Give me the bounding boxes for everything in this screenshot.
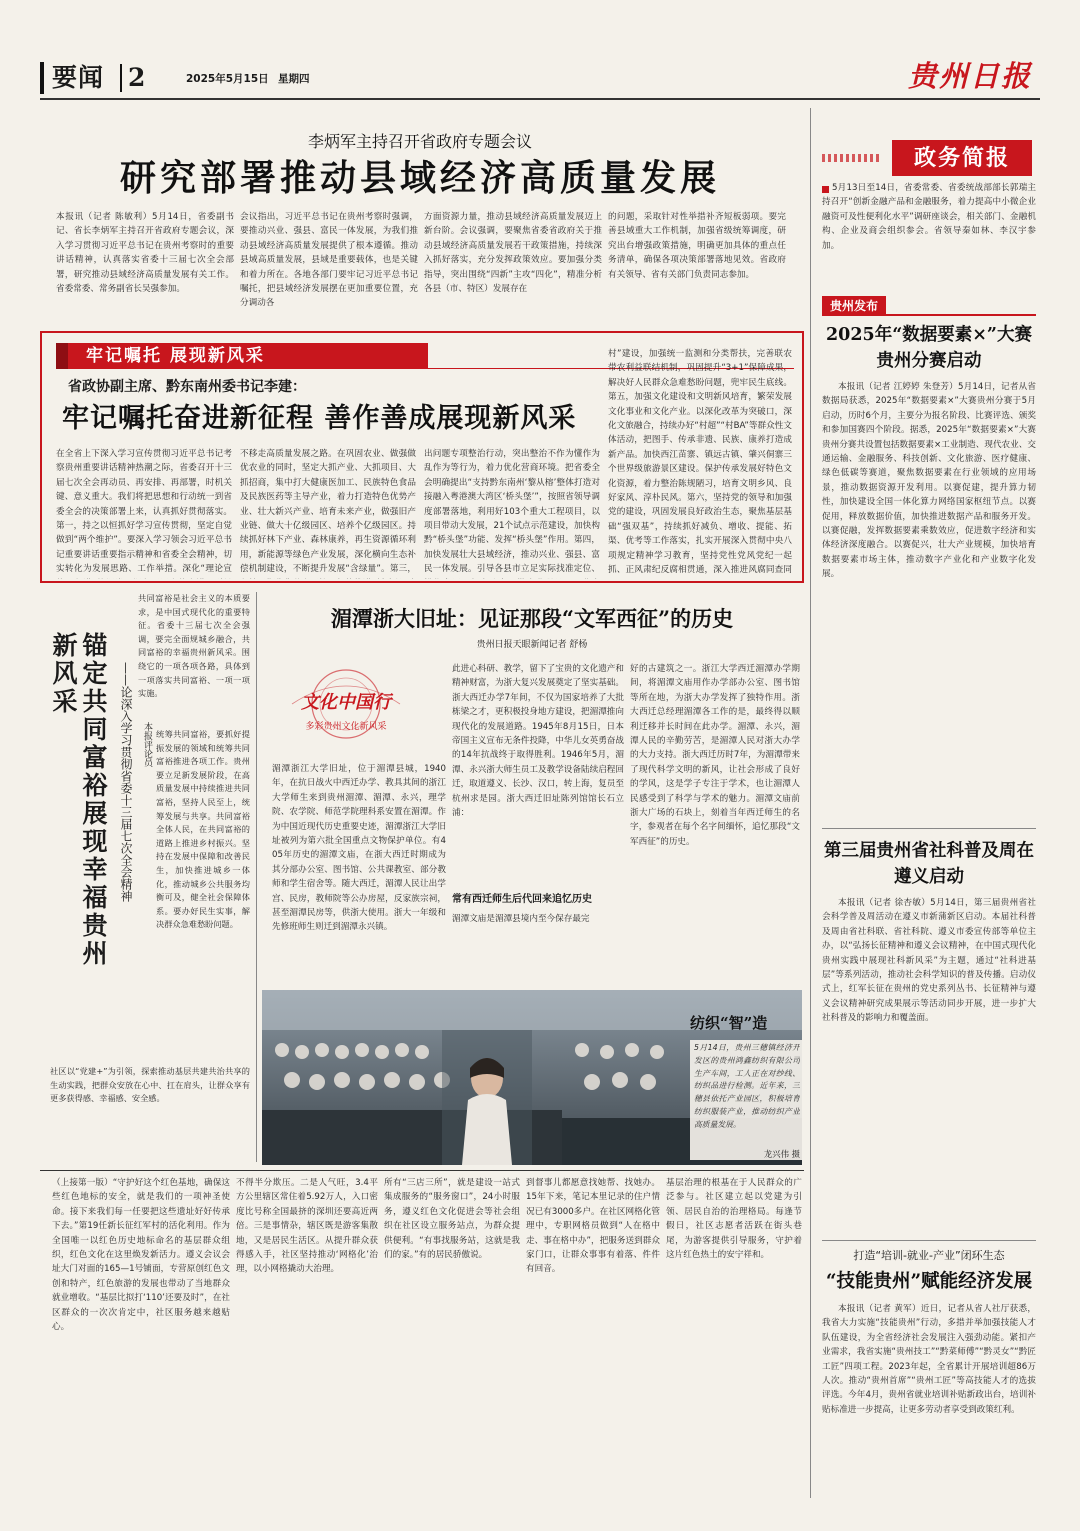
lead-kicker: 李炳军主持召开省政府专题会议 bbox=[307, 132, 532, 151]
story1-text: 本报讯（记者 江婷婷 朱登芳）5月14日，记者从省数据局获悉，2025年“数据要素×”大赛贵州分赛于5月启动，历时6个月，主要分为报名阶段、比赛评选、颁奖和参加国赛四个阶段。据悉，2025年“数据要素×”大赛贵州分赛共设置包括数据要素×工业制造、现代农业、交通运输、金融服务、科技创新、文化旅游、医疗健康、绿色低碳等赛道，聚焦数据要素在行业领域的应用场景，推动数据资源开发利用。以赛促建，提升算力韧性，加快建设全国一体化算力网络国家枢纽节点。以赛促用，释放数据价值，加快推进数据产品和服务开发。以赛促融，发挥数据要素乘数效应，促进数字经济和实体经济深度融合。以赛促兴，壮大产业规模，加快培育数据要素市场主体，推动数字产业化和产业数字化发展。 bbox=[822, 382, 1036, 580]
history-subhead: 常有西迁师生后代回来追忆历史 bbox=[452, 894, 592, 905]
photo-title: 纺织“智”造 bbox=[690, 1014, 768, 1032]
commentary-intro: 共同富裕是社会主义的本质要求，是中国式现代化的重要特征。省委十三届七次全会强调，要完全面规城乡融合，共同富裕的幸福贵州新风采。围绕它的一项各项各路，具体到一项落实共同富裕、一项一项实施。 bbox=[138, 593, 250, 699]
lead-headline: 研究部署推动县域经济高质量发展 bbox=[119, 157, 720, 199]
feature-box bbox=[40, 331, 804, 583]
culture-column-subtitle: 多彩贵州文化新风采 bbox=[305, 722, 387, 732]
bottom-rule bbox=[40, 1170, 804, 1171]
sidebar-divider-1 bbox=[822, 828, 1036, 829]
bottom-continued: （上接第一版）“守护好这个红色基地，确保这些红色地标的安全，就是我们的一项神圣使命。接下来我们每一任要把这些遗址好好传承下去。”第19任新长征红军村的活化利用。作为全国唯一以红色历史地标命名的基层群众组织，红色文化在这里焕发新活力。遵义会议会址大门对面的165—1号铺面，专营原创红色文创和特产，红色旅游的发展也带动了当地群众就业增收。“基层比拟打‘110’还要及时”，在社区群众的一次次肯定中，社区服务越来越贴心。 bbox=[52, 1178, 230, 1333]
sidebar-divider-2 bbox=[822, 1240, 1036, 1241]
story2-title: 第三届贵州省社科普及周在遵义启动 bbox=[824, 841, 1034, 887]
issue-weekday: 星期四 bbox=[278, 73, 310, 85]
column-rule-left bbox=[256, 592, 257, 1162]
bottom-col-1: 不得半分欺压。二是人气旺，3.4平方公里辖区常住着5.92万人，入口密度比号称全国最挤的深圳还要高近两倍。三是事情杂，辖区既是游客集散地，又是居民生活区。从提升群众获得感入手，社区坚持推动‘网格化’治理，以小网格撬动大治理。 bbox=[236, 1178, 378, 1275]
issue-date: 2025年5月15日 bbox=[186, 73, 269, 85]
photo-caption: 5月14日，贵州三穗镇经济开发区的贵州鸿鑫纺织有限公司生产车间，工人正在对纱线、纺织品进行检测。近年来，三穗县依托产业园区，积极培育纺织服装产业，推动纺织产业高质量发展。 bbox=[694, 1043, 800, 1129]
bottom-col-3: 到督事儿都愿意找她帮、找她办。15年下来，笔记本里记录的住户情况已有3000多户。在社区网格化管理中，专职网格员做到“人在格中走、事在格中办”，把服务送到群众家门口，让群众事事有着落、件件有回音。 bbox=[526, 1178, 660, 1275]
story3-text: 本报讯（记者 黄军）近日，记者从省人社厅获悉，我省大力实施“技能贵州”行动，多措并举加强技能人才队伍建设，为全省经济社会发展注入强劲动能。紧扣产业需求，我省实施“贵州技工”“黔菜师傅”“黔灵女”“黔匠工匠”四项工程。2023年起，全省累计开展培训超86万人次。推动“贵州首席”“贵州工匠”等高技能人才的选拔评选。今年4月，贵州省就业培训补贴新政出台，培训补贴标准进一步提高，让更多劳动者享受到政策红利。 bbox=[822, 1304, 1036, 1415]
story1-title: 2025年“数据要素×”大赛贵州分赛启动 bbox=[825, 325, 1032, 371]
feature-headline: 牢记嘱托奋进新征程 善作善成展现新风采 bbox=[62, 403, 577, 434]
masthead bbox=[40, 59, 1040, 96]
commentary-byline: 本报评论员 bbox=[142, 722, 152, 767]
feature-col-1: 在全省上下深入学习宣传贯彻习近平总书记考察贵州重要讲话精神热潮之际，省委召开十三届七次全会再动员、再安排、再部署，时机关键、意义重大。我们将把思想和行动统一到省委全会的决策部署上来，认真抓好贯彻落实。第一，持之以恒抓好学习宣传贯彻，坚定自觉做到“两个维护”。要深入学习领会习近平总书记重要讲话重要指示精神和省委全会精神，切实转化为发展思路、工作举措。深化“理论宣 bbox=[56, 449, 232, 575]
story3-kicker: 打造“培训-就业-产业”闭环生态 bbox=[853, 1249, 1005, 1262]
history-col-1: 湄潭浙江大学旧址，位于湄潭县城，1940年，在抗日战火中西迁办学、教具其间的浙江大学师生来到贵州湄潭、湄潭、永兴，理学院、农学院、师范学院理科系安置在湄潭。作为中国近现代历史重要史迹，湄潭浙江大学旧址被列为第六批全国重点文物保护单位。有405年历史的湄潭文庙，在浙大西迁时期成为其分部办公室、图书馆、公共课教室、部分教师和学生宿舍等。随大西迁，湄潭人民让出学宫、民房，教师院等公办房屋，反家族宗祠，甚至湄潭民房等，供浙大使用。浙大一年级和先修班师生则迁到湄潭永兴镇。 bbox=[272, 764, 446, 933]
feature-kicker: 省政协副主席、黔东南州委书记李建： bbox=[68, 379, 306, 395]
feature-banner-stripe bbox=[56, 343, 68, 369]
brief-title-box bbox=[892, 140, 1032, 176]
lead-col-4: 的问题，采取针对性举措补齐短板弱项。要完善县域重大工作机制，加强省级统筹调度，研究出台增强政策措施，明确更加具体的重点任务清单，确保各项决策部署落地见效。省政府有关领导、省有关部门负责同志参加。 bbox=[608, 212, 786, 280]
photo-credit: 龙兴伟 摄 bbox=[763, 1149, 800, 1159]
page-number: 2 bbox=[128, 63, 146, 92]
feature-col-4: 村”建设，加强统一监测和分类帮扶，完善联农带农利益联结机制，巩固提升“3+1”保障成果，解决好人民群众急难愁盼问题，兜牢民生底线。第五，加强文化建设和文明新风培育，繁荣发展文化事业和文化产业。以深化改革为突破口，深化文旅融合，持续办好“村超”“村BA”等群众性文体活动，把图手、传承非遗、民族、康养打造成新产品。加快西江苗寨、镇远古镇、肇兴侗寨三个世界级旅游景区建设。保护传承发展好特色文化资源，着力整治陈规陋习，培育文明乡风、良好家风、淳朴民风。第六，坚持党的领导和加强党的建设，巩固发展良好政治生态，聚焦基层基础“强双基”，持续抓好减负、增收、提能、拓渠、优考等工作落实，扎实开展深入贯彻中央八项规定精神学习教育，坚持党性党风党纪一起抓、正风肃纪反腐相贯通，深入推进风腐同查同 bbox=[608, 349, 792, 576]
release-tag-row bbox=[822, 296, 1036, 316]
history-col-2b: 湄潭文庙是湄潭县境内至今保存最完 bbox=[452, 914, 590, 924]
culture-column-logo bbox=[272, 660, 420, 756]
feature-banner bbox=[56, 343, 428, 369]
commentary-body-wide: 社区以“党建+”为引领，探索推动基层共建共治共享的生动实践，把群众安放在心中、扛在肩头，让群众享有更多获得感、幸福感、安全感。 bbox=[50, 1066, 250, 1104]
history-col-2: 此进心科研、教学，留下了宝贵的文化遗产和精神财富，为浙大复兴发展奠定了坚实基础。浙大西迁办学7年间，不仅为国家培养了大批栋梁之才，更积极投身地方建设，把湄潭推向现代化的发展道路。1945年8月15日，日本帝国主义宣布无条件投降，中华儿女英勇奋战的14年抗战终于取得胜利。1946年5月，湄潭、永兴浙大师生员工及教学设备陆续启程回迁，取道遵义、长沙、汉口，转上海，复员至杭州求是园。浙大西迁旧址陈列馆馆长石立浦： bbox=[452, 664, 624, 819]
brief-header bbox=[822, 140, 1036, 176]
lead-col-2: 会议指出，习近平总书记在贵州考察时强调，要推动兴业、强县、富民一体发展，为我们推动县域经济高质量发展提供了根本遵循。推动县域高质量发展，县域是重要载体，也是关键和着力所在。各地各部门要牢记习近平总书记嘱托，把县域经济发展摆在更加重要位置，充分调动各 bbox=[240, 212, 418, 309]
release-tag-rule bbox=[886, 314, 1036, 316]
paper-logo: 贵州日报 bbox=[907, 59, 1032, 93]
brief-title: 政务简报 bbox=[913, 145, 1010, 171]
commentary-title: 锚定共同富裕展现幸福贵州新风采 bbox=[49, 632, 108, 968]
release-tag-text: 贵州发布 bbox=[829, 299, 878, 313]
commentary-subtitle: ——论深入学习贯彻省委十三届七次全会精神 bbox=[119, 662, 133, 902]
lead-col-1: 本报讯（记者 陈敏利）5月14日，省委副书记、省长李炳军主持召开省政府专题会议，深入学习贯彻习近平总书记在贵州考察时的重要讲话精神，认真落实省委十三届七次全会部署，研究推动县域经济高质量发展有关工作。省委常委、常务副省长吴强参加。 bbox=[56, 212, 234, 295]
commentary-block bbox=[50, 592, 250, 1060]
history-headline: 湄潭浙大旧址：见证那段“文军西征”的历史 bbox=[330, 606, 734, 631]
culture-column-title: 文化中国行 bbox=[301, 692, 391, 713]
brief-header-dots bbox=[822, 154, 882, 162]
brief-text: 5月13日至14日，省委常委、省委统战部部长郭瑞主持召开“创新金融产品和金融服务，着力提高中小微企业融资可及性便利化水平”调研座谈会，相关部门、金融机构、企业及商会组织参会。省领导秦如林、李汉宇参加。 bbox=[822, 183, 1036, 251]
commentary-body: 统筹共同富裕，要抓好提振发展的领域和统筹共同富裕推进各项工作。贵州要立足新发展阶段，在高质量发展中持续推进共同富裕，坚持人民至上，统筹发展与共享。共同富裕全体人民，在共同富裕的道路上推进乡村振兴。坚持在发展中保障和改善民生，加快推进城乡一体化，推动城乡公共服务均衡可及，健全社会保障体系。要办好民生实事，解决群众急难愁盼问题。 bbox=[156, 729, 250, 930]
masthead-separator bbox=[120, 64, 122, 92]
sidebar-rule bbox=[810, 108, 811, 1498]
section-name: 要闻 bbox=[52, 63, 105, 92]
release-tag bbox=[822, 296, 886, 316]
masthead-rule bbox=[40, 98, 1040, 100]
story3-title: “技能贵州”赋能经济发展 bbox=[825, 1271, 1033, 1292]
bottom-col-4: 基层治理的根基在于人民群众的广泛参与。社区建立起以党建为引领、居民自治的治理格局。每逢节假日，社区志愿者活跃在街头巷尾，为游客提供引导服务，守护着这片红色热土的安宁祥和。 bbox=[666, 1178, 802, 1261]
history-col-3: 好的古建筑之一。浙江大学西迁湄潭办学期间，将湄潭文庙用作办学部办公室、图书馆等所在地，为浙大办学发挥了独特作用。浙大西迁总经理湄潭各工作的是，最终得以顺利迁移并长时间在此办学。湄潭、永兴，湄潭人民的辛勤劳苦，是湄潭人民对浙大办学的大力支持。浙大西迁历时7年，为湄潭带来了现代科学文明的新风，让社会形成了良好的学风，这是学子专注于学术，也让湄潭人民感受到了科学与学术的魅力。湄潭文庙前浙大广场的石块上，刻着当年西迁师生的名字，参观者在每个名字间缅怀，追忆那段“文军西征”的历史。 bbox=[630, 664, 800, 847]
bottom-col-2: 所有“三店三所”，就是建设一站式集成服务的“服务窗口”，24小时服务，遵义红色文化促进会等社会组织在社区设立服务站点，为群众提供便利。“有事找服务站，这就是我们的家。”有的居民骄傲说。 bbox=[384, 1178, 520, 1261]
history-byline: 贵州日报天眼新闻记者 舒杨 bbox=[476, 640, 588, 650]
feature-banner-text: 牢记嘱托 展现新风采 bbox=[86, 346, 265, 366]
story2-text: 本报讯（记者 徐杏敏）5月14日，第三届贵州省社会科学普及周活动在遵义市新蒲新区启动。本届社科普及周由省社科联、省社科院、遵义市委宣传部等单位主办，以“弘扬长征精神和遵义会议精神，在中国式现代化贵州实践中展现社科新风采”为主题，通过“社科进基层”等系列活动，推动社会科学知识的普及传播。启动仪式上，红军长征在贵州的党史系列丛书、长征精神与遵义会议精神研究成果展示等活动同步开展，进一步扩大社科普及的影响力和覆盖面。 bbox=[822, 898, 1036, 1024]
masthead-left-bracket bbox=[40, 62, 44, 94]
feature-col-2: 不移走高质量发展之路。在巩固农业、做强做优农业的同时，坚定大抓产业、大抓项目、大抓招商，集中打大健康医加工、民族特色食品及民族医药等主导产业，着力打造特色优势产业、壮大新兴产业、培育未来产业，做强旧产业链、做大十亿级园区、培养个亿级园区。持续抓好林下产业、森林康养，再生资源循环利用，新能源等绿色产业发展，深化横向生态补偿机制建设，不断提升发展“含绿量”。第三， bbox=[240, 449, 416, 575]
lead-col-3: 方面资源力量，推动县域经济高质量发展迈上新台阶。会议强调，要聚焦省委省政府关于推动县域经济高质量发展若干政策措施，持续深入抓好落实，充分发挥政策效应。要加强分类指导，突出围绕“四新”主攻“四化”，精准分析各县（市、特区）发展存在 bbox=[424, 212, 602, 295]
feature-col-3: 出问题专项整治行动，突出整治不作为懂作为乱作为等行为，着力优化营商环境。把省委全会明确提出“支持黔东南州‘黎从榕’整体打造对接融入粤港澳大湾区‘桥头堡’”，按照省领导调度部署落地，利用好103个重大工程项目，以项目带动大发展，21个试点示范建设，加快构黔“桥头堡”功能、发挥“桥头堡”作用。第四，加快发展壮大县域经济，推动兴业、强县、富民一体发展。引导各县市立足实际找准定位、 bbox=[424, 449, 600, 575]
